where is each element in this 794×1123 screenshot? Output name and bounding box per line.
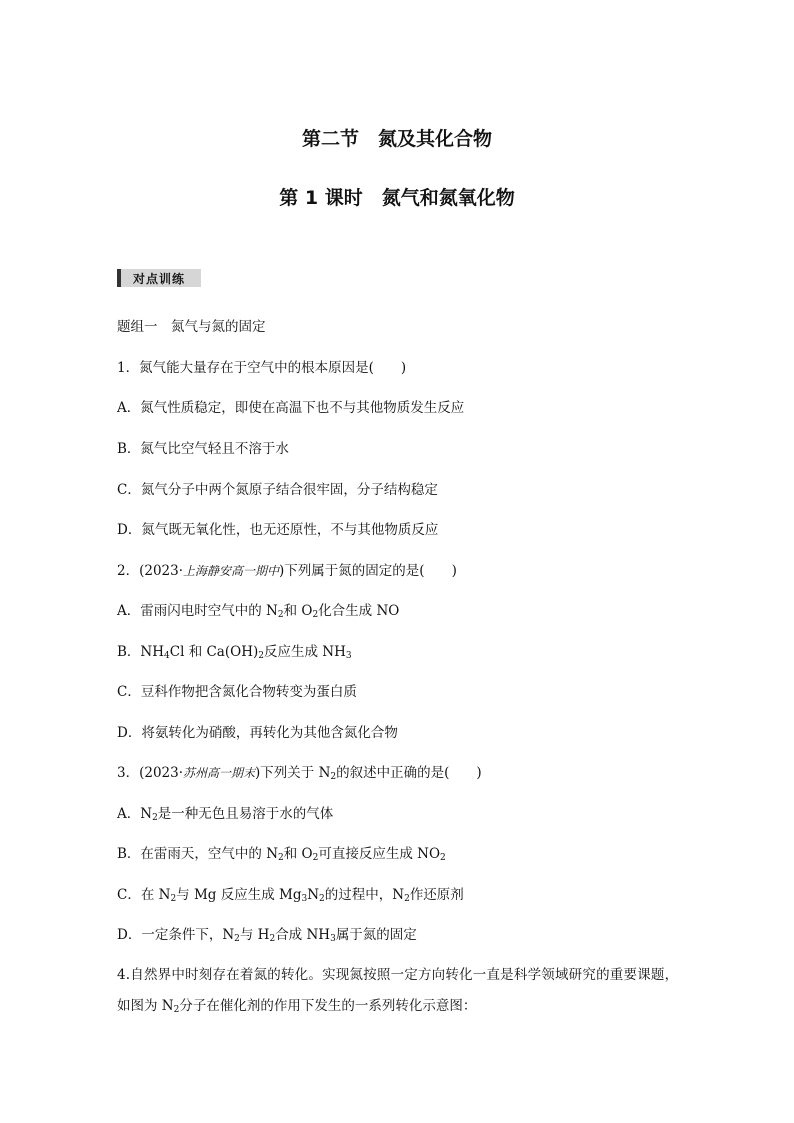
subscript: 4 [164, 651, 170, 661]
subscript: 2 [277, 610, 284, 620]
q3-option-d [117, 926, 697, 944]
subscript: 3 [330, 934, 336, 944]
text-run: N [307, 887, 320, 903]
text-run: A．雷雨闪电时空气中的 N [117, 603, 278, 619]
subscript: 3 [345, 651, 352, 661]
q2-stem [117, 562, 697, 580]
q2-option-b [117, 643, 697, 661]
q3-option-b [117, 845, 697, 863]
text-run: 的过程中，N [324, 887, 405, 903]
text-run: 是一种无色且易溶于水的气体 [157, 806, 334, 822]
text-run: 和 O [283, 846, 313, 862]
subscript: 2 [278, 853, 284, 863]
subscript: 2 [440, 853, 446, 863]
subscript: 2 [312, 610, 319, 620]
text-run: B．NH [117, 644, 165, 660]
subscript: 2 [269, 934, 276, 944]
section-tag [117, 269, 201, 287]
text-run: A．N [117, 806, 153, 822]
subscript: 2 [234, 934, 240, 944]
text-run: 作还原剂 [409, 887, 464, 903]
text-run: D．一定条件下，N [117, 927, 235, 943]
text-run: 化合生成 NO [318, 603, 400, 619]
q2-stem-rest: )下列属于氮的固定的是( ) [279, 563, 457, 579]
q3-option-c [117, 886, 697, 904]
section-title: 第二节 氮及其化合物 [301, 128, 492, 150]
subscript: 2 [319, 894, 325, 904]
subscript: 2 [258, 651, 264, 661]
q3-num: 3．(2023· [117, 765, 184, 781]
subscript: 2 [170, 894, 177, 904]
subscript: 3 [301, 894, 308, 904]
subscript: 2 [404, 894, 410, 904]
q2-num: 2．(2023· [117, 563, 184, 579]
lesson-title: 第 1 课时 氮气和氮氧化物 [279, 187, 515, 209]
subscript: 2 [152, 813, 158, 823]
subscript: 2 [312, 853, 319, 863]
q1-option-d: D．氮气既无氧化性，也无还原性，不与其他物质反应 [117, 522, 439, 538]
q4-line1: 4.自然界中时刻存在着氮的转化。实现氮按照一定方向转化一直是科学领域研究的重要课题， [117, 967, 679, 983]
q2-source: 上海静安高一期中 [183, 564, 280, 578]
group-heading: 题组一 氮气与氮的固定 [117, 319, 266, 335]
q1-option-b: B．氮气比空气轻且不溶于水 [117, 441, 289, 457]
q1-stem: 1．氮气能大量存在于空气中的根本原因是( ) [117, 360, 407, 376]
q4-line2 [117, 997, 697, 1015]
text-run: 与 H [239, 927, 270, 943]
text-run: 分子在催化剂的作用下发生的一系列转化示意图： [179, 998, 477, 1014]
text-run: 反应生成 NH [263, 644, 346, 660]
text-run: C．在 N [117, 887, 171, 903]
subscript: 2 [330, 772, 337, 782]
q3-stem [117, 764, 697, 782]
text-run: )下列关于 N [255, 765, 331, 781]
text-run: 属于氮的固定 [335, 927, 417, 943]
text-run: 合成 NH [275, 927, 331, 943]
q1-option-c: C．氮气分子中两个氮原子结合很牢固，分子结构稳定 [117, 482, 438, 498]
text-run: 如图为 N [117, 998, 174, 1014]
q1-option-a: A．氮气性质稳定，即使在高温下也不与其他物质发生反应 [117, 400, 465, 416]
q2-option-d: D．将氨转化为硝酸，再转化为其他含氮化合物 [117, 725, 398, 741]
q2-option-a [117, 602, 697, 620]
text-run: 可直接反应生成 NO [318, 846, 441, 862]
text-run: B．在雷雨天，空气中的 N [117, 846, 279, 862]
q3-source: 苏州高一期末 [183, 766, 256, 780]
text-run: 的叙述中正确的是( ) [336, 765, 482, 781]
subscript: 2 [173, 1005, 180, 1015]
text-run: Cl 和 Ca(OH) [169, 644, 259, 660]
tag-label: 对点训练 [133, 272, 186, 286]
text-run: 与 Mg 反应生成 Mg [176, 887, 302, 903]
q3-option-a [117, 805, 697, 823]
q2-option-c: C．豆科作物把含氮化合物转变为蛋白质 [117, 684, 357, 700]
text-run: 和 O [283, 603, 313, 619]
